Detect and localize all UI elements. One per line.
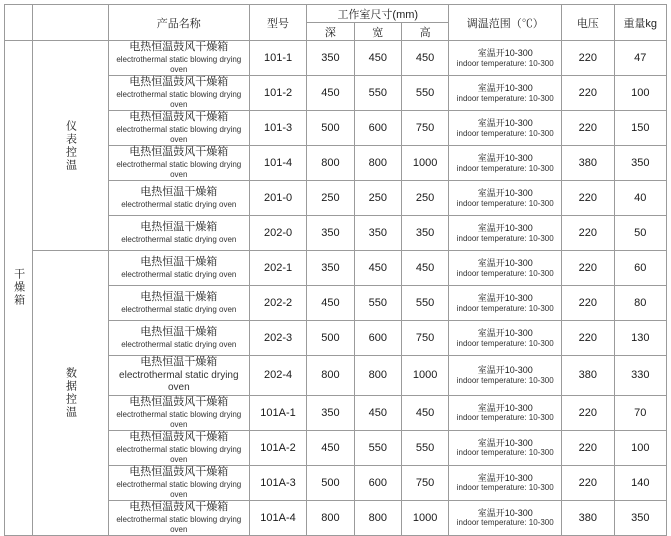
temp-range-en: indoor temperature: 10-300 (456, 128, 554, 138)
height-cell: 1000 (401, 500, 448, 535)
width-cell: 450 (354, 251, 401, 286)
temp-range-cell (449, 76, 562, 111)
height-cell: 450 (401, 41, 448, 76)
height-cell: 750 (401, 465, 448, 500)
width-cell: 550 (354, 76, 401, 111)
header-group (33, 5, 109, 41)
temp-range-cell (449, 321, 562, 356)
product-name-cell (108, 430, 249, 465)
depth-cell: 450 (307, 430, 354, 465)
product-name-cn: 电热恒温干燥箱 (140, 256, 218, 269)
table-row (5, 41, 667, 76)
header-depth: 深 (307, 23, 354, 41)
temp-range-en: indoor temperature: 10-300 (456, 93, 554, 103)
weight-cell: 330 (614, 356, 666, 396)
weight-cell: 100 (614, 430, 666, 465)
temp-range-cn: 室温开10-300 (477, 152, 533, 163)
weight-cell: 130 (614, 321, 666, 356)
temp-range-cn: 室温开10-300 (477, 365, 533, 376)
weight-cell: 47 (614, 41, 666, 76)
voltage-cell: 220 (562, 465, 614, 500)
temp-range-cn: 室温开10-300 (477, 327, 533, 338)
product-name-en: electrothermal static drying oven (121, 199, 237, 209)
depth-cell: 450 (307, 76, 354, 111)
height-cell: 550 (401, 430, 448, 465)
table-header (5, 5, 667, 41)
depth-cell: 250 (307, 181, 354, 216)
depth-cell: 350 (307, 216, 354, 251)
width-cell: 350 (354, 216, 401, 251)
height-cell: 350 (401, 216, 448, 251)
height-cell: 1000 (401, 356, 448, 396)
height-cell: 750 (401, 321, 448, 356)
weight-cell: 350 (614, 500, 666, 535)
product-name-cell (108, 321, 249, 356)
weight-cell: 50 (614, 216, 666, 251)
product-name-cn: 电热恒温鼓风干燥箱 (129, 146, 229, 159)
product-name-cell (108, 111, 249, 146)
depth-cell: 800 (307, 500, 354, 535)
header-temp-range: 调温范围（℃） (449, 5, 562, 41)
temp-range-cn: 室温开10-300 (477, 257, 533, 268)
product-name-cn: 电热恒温干燥箱 (140, 291, 218, 304)
temp-range-en: indoor temperature: 10-300 (456, 303, 554, 313)
product-name-cell (108, 395, 249, 430)
product-name-en: electrothermal static drying oven (119, 369, 239, 394)
header-voltage: 电压 (562, 5, 614, 41)
weight-cell: 40 (614, 181, 666, 216)
depth-cell: 800 (307, 146, 354, 181)
temp-range-cn: 室温开10-300 (477, 507, 533, 518)
height-cell: 1000 (401, 146, 448, 181)
model-cell: 101A-1 (249, 395, 306, 430)
product-name-en: electrothermal static blowing drying oven (116, 124, 242, 144)
depth-cell: 450 (307, 286, 354, 321)
weight-cell: 150 (614, 111, 666, 146)
temp-range-cn: 室温开10-300 (477, 47, 533, 58)
header-width: 宽 (354, 23, 401, 41)
product-name-en: electrothermal static drying oven (121, 269, 237, 279)
temp-range-cell (449, 216, 562, 251)
product-name-cell (108, 356, 249, 396)
product-name-en: electrothermal static blowing drying oven (116, 409, 242, 429)
width-cell: 450 (354, 41, 401, 76)
temp-range-en: indoor temperature: 10-300 (456, 338, 554, 348)
width-cell: 800 (354, 356, 401, 396)
model-cell: 202-1 (249, 251, 306, 286)
product-name-en: electrothermal static blowing drying oven (116, 89, 242, 109)
product-name-cell (108, 251, 249, 286)
product-name-cn: 电热恒温鼓风干燥箱 (129, 111, 229, 124)
width-cell: 600 (354, 321, 401, 356)
temp-range-en: indoor temperature: 10-300 (456, 448, 554, 458)
temp-range-cell (449, 395, 562, 430)
voltage-cell: 380 (562, 500, 614, 535)
product-name-cn: 电热恒温鼓风干燥箱 (129, 41, 229, 54)
temp-range-en: indoor temperature: 10-300 (456, 375, 554, 385)
temp-range-en: indoor temperature: 10-300 (456, 198, 554, 208)
product-name-cell (108, 181, 249, 216)
height-cell: 450 (401, 395, 448, 430)
temp-range-cell (449, 500, 562, 535)
width-cell: 550 (354, 286, 401, 321)
depth-cell: 350 (307, 41, 354, 76)
temp-range-en: indoor temperature: 10-300 (456, 518, 554, 528)
depth-cell: 350 (307, 251, 354, 286)
spec-sheet (0, 4, 671, 534)
header-weight: 重量kg (614, 5, 666, 41)
width-cell: 450 (354, 395, 401, 430)
model-cell: 101A-2 (249, 430, 306, 465)
temp-range-en: indoor temperature: 10-300 (456, 233, 554, 243)
temp-range-cn: 室温开10-300 (477, 437, 533, 448)
category-cell: 干燥箱 (5, 41, 33, 536)
header-row-primary (5, 5, 667, 23)
temp-range-cn: 室温开10-300 (477, 187, 533, 198)
voltage-cell: 220 (562, 251, 614, 286)
voltage-cell: 220 (562, 41, 614, 76)
voltage-cell: 220 (562, 76, 614, 111)
product-name-en: electrothermal static drying oven (121, 234, 237, 244)
product-name-en: electrothermal static blowing drying oven (116, 444, 242, 464)
voltage-cell: 220 (562, 111, 614, 146)
weight-cell: 60 (614, 251, 666, 286)
group-cell: 仪表控温 (33, 41, 109, 251)
weight-cell: 100 (614, 76, 666, 111)
depth-cell: 800 (307, 356, 354, 396)
weight-cell: 350 (614, 146, 666, 181)
product-name-cn: 电热恒温鼓风干燥箱 (129, 465, 229, 478)
depth-cell: 350 (307, 395, 354, 430)
depth-cell: 500 (307, 465, 354, 500)
height-cell: 550 (401, 286, 448, 321)
weight-cell: 70 (614, 395, 666, 430)
product-name-cn: 电热恒温鼓风干燥箱 (129, 76, 229, 89)
voltage-cell: 220 (562, 321, 614, 356)
product-name-cn: 电热恒温鼓风干燥箱 (129, 395, 229, 408)
table-body (5, 41, 667, 536)
model-cell: 101-4 (249, 146, 306, 181)
temp-range-cn: 室温开10-300 (477, 117, 533, 128)
model-cell: 101-3 (249, 111, 306, 146)
model-cell: 202-4 (249, 356, 306, 396)
header-product-name: 产品名称 (108, 5, 249, 41)
model-cell: 101-1 (249, 41, 306, 76)
height-cell: 450 (401, 251, 448, 286)
temp-range-cn: 室温开10-300 (477, 82, 533, 93)
temp-range-en: indoor temperature: 10-300 (456, 58, 554, 68)
voltage-cell: 380 (562, 356, 614, 396)
model-cell: 101-2 (249, 76, 306, 111)
product-name-cn: 电热恒温鼓风干燥箱 (129, 500, 229, 513)
model-cell: 202-3 (249, 321, 306, 356)
product-name-cell (108, 500, 249, 535)
temp-range-cn: 室温开10-300 (477, 292, 533, 303)
product-name-cell (108, 146, 249, 181)
model-cell: 201-0 (249, 181, 306, 216)
temp-range-cell (449, 465, 562, 500)
height-cell: 250 (401, 181, 448, 216)
temp-range-cell (449, 430, 562, 465)
model-cell: 101A-3 (249, 465, 306, 500)
product-name-cell (108, 286, 249, 321)
product-spec-table (4, 4, 667, 536)
model-cell: 202-2 (249, 286, 306, 321)
width-cell: 600 (354, 111, 401, 146)
product-name-en: electrothermal static blowing drying oven (116, 159, 242, 179)
product-name-en: electrothermal static drying oven (121, 304, 237, 314)
weight-cell: 80 (614, 286, 666, 321)
voltage-cell: 220 (562, 181, 614, 216)
temp-range-cell (449, 286, 562, 321)
temp-range-en: indoor temperature: 10-300 (456, 483, 554, 493)
product-name-en: electrothermal static blowing drying oven (116, 479, 242, 499)
width-cell: 550 (354, 430, 401, 465)
product-name-en: electrothermal static blowing drying oven (116, 54, 242, 74)
model-cell: 202-0 (249, 216, 306, 251)
product-name-cn: 电热恒温干燥箱 (140, 356, 218, 368)
depth-cell: 500 (307, 321, 354, 356)
product-name-cell (108, 465, 249, 500)
temp-range-cell (449, 111, 562, 146)
temp-range-cell (449, 181, 562, 216)
temp-range-en: indoor temperature: 10-300 (456, 413, 554, 423)
voltage-cell: 380 (562, 146, 614, 181)
product-name-cn: 电热恒温干燥箱 (140, 186, 218, 199)
temp-range-cell (449, 251, 562, 286)
header-chamber-size: 工作室尺寸(mm) (307, 5, 449, 23)
depth-cell: 500 (307, 111, 354, 146)
product-name-cn: 电热恒温干燥箱 (140, 326, 218, 339)
product-name-cell (108, 76, 249, 111)
temp-range-cn: 室温开10-300 (477, 472, 533, 483)
header-model: 型号 (249, 5, 306, 41)
temp-range-cell (449, 41, 562, 76)
group-cell: 数据控温 (33, 251, 109, 536)
header-category (5, 5, 33, 41)
voltage-cell: 220 (562, 286, 614, 321)
table-row (5, 251, 667, 286)
product-name-en: electrothermal static drying oven (121, 339, 237, 349)
product-name-cell (108, 216, 249, 251)
temp-range-cell (449, 146, 562, 181)
voltage-cell: 220 (562, 430, 614, 465)
temp-range-cn: 室温开10-300 (477, 402, 533, 413)
product-name-cell (108, 41, 249, 76)
temp-range-en: indoor temperature: 10-300 (456, 268, 554, 278)
weight-cell: 140 (614, 465, 666, 500)
temp-range-en: indoor temperature: 10-300 (456, 163, 554, 173)
product-name-en: electrothermal static blowing drying oven (116, 514, 242, 534)
voltage-cell: 220 (562, 395, 614, 430)
voltage-cell: 220 (562, 216, 614, 251)
width-cell: 800 (354, 500, 401, 535)
product-name-cn: 电热恒温干燥箱 (140, 221, 218, 234)
product-name-cn: 电热恒温鼓风干燥箱 (129, 430, 229, 443)
height-cell: 550 (401, 76, 448, 111)
width-cell: 800 (354, 146, 401, 181)
width-cell: 600 (354, 465, 401, 500)
temp-range-cell (449, 356, 562, 396)
temp-range-cn: 室温开10-300 (477, 222, 533, 233)
model-cell: 101A-4 (249, 500, 306, 535)
height-cell: 750 (401, 111, 448, 146)
width-cell: 250 (354, 181, 401, 216)
header-height: 高 (401, 23, 448, 41)
